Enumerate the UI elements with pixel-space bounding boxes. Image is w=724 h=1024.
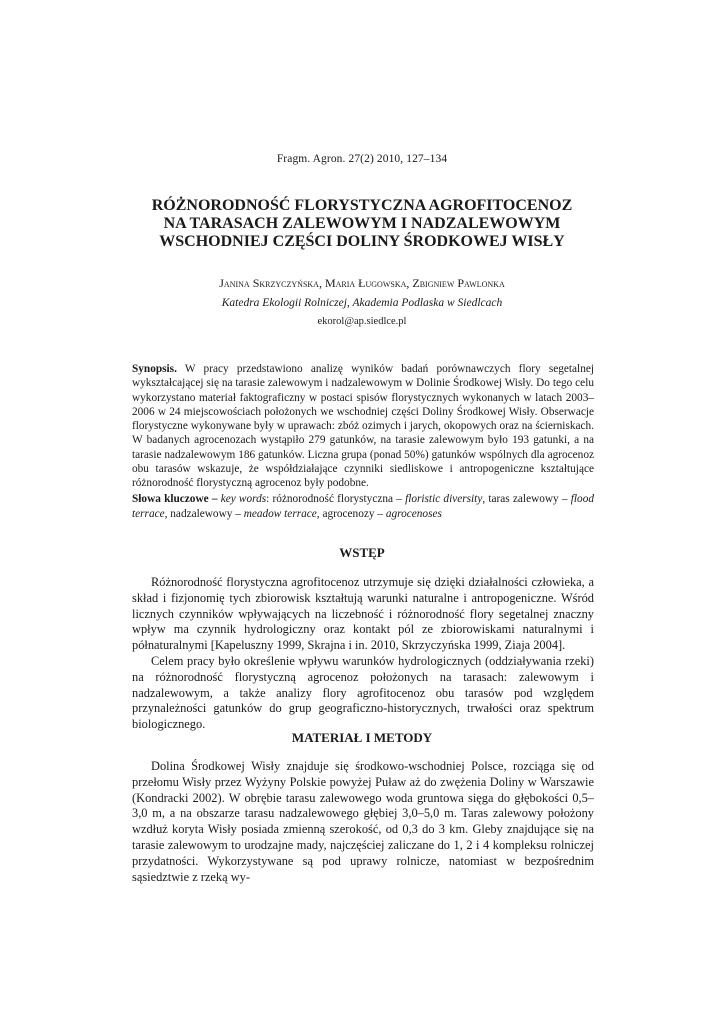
paragraph: Dolina Środkowej Wisły znajduje się środkowo-wschodniej Polsce, rozciąga się od przełomu Wisły przez Wyżyny Polskie powyżej Puław aż do zwężenia Doliny w Warszawie (Kondracki 2002). W obrębie tarasu zalewowego woda gruntowa sięga do głębokości 0,5–3,0 m, a na obszarze tarasu nadzalewowego głębiej 3,0–5,0 m. Taras zalewowy położony wzdłuż koryta Wisły posiada zmienną szerokość, od 0,3 do 3 km. Gleby znajdujące się na tarasie zalewowym to urodzajne mady, najczęściej zaliczane do 1, 2 i 4 kompleksu rolniczej przydatności. Wykorzystywane są pod uprawy rolnicze, natomiast w bezpośrednim sąsiedztwie z rzeką wy- bbox=[132, 759, 594, 884]
article-title bbox=[110, 197, 614, 251]
title-line-3: WSCHODNIEJ CZĘŚCI DOLINY ŚRODKOWEJ WISŁY bbox=[159, 233, 565, 250]
methods-body bbox=[132, 759, 594, 885]
keyword-en-3: meadow terrace bbox=[243, 507, 317, 520]
keyword-en-1: floristic diversity bbox=[405, 493, 483, 505]
section-heading-introduction: WSTĘP bbox=[339, 545, 385, 560]
keywords: Słowa kluczowe – key words: różnorodność florystyczna – floristic diversity, taras zalewowy – flood terrace, nadzalewowy – meadow terrace, agrocenozy – agrocenoses bbox=[132, 493, 594, 520]
journal-citation: Fragm. Agron. 27(2) 2010, 127–134 bbox=[276, 153, 448, 165]
introduction-body bbox=[132, 575, 594, 733]
keyword-en-2: flood terrace bbox=[132, 493, 594, 520]
abstract-text: W pracy przedstawiono analizę wyników badań porównawczych flory segetalnej wykształcającej się na tarasie zalewowym i nadzalewowym w Dolinie Środkowej Wisły. Do tego celu wykorzystano materiał faktograficzny w postaci spisów florystycznych wykonanych w latach 2003–2006 w 24 miejscowościach położonych we wschodniej części Doliny Środkowej Wisły. Obserwacje florystyczne wykonywane były w uprawach: zbóż ozimych i jarych, okopowych oraz na ścierniskach. W badanych agrocenozach wystąpiło 279 gatunków, na tarasie zalewowym było 193 gatunki, a na tarasie nadzalewowym 186 gatunków. Liczna grupa (ponad 50%) gatunków wspólnych dla agrocenoz obu tarasów wskazuje, że współdziałające czynniki siedliskowe i antropogeniczne kształtujące różnorodność florystyczną agrocenoz były podobne. bbox=[132, 363, 594, 490]
paragraph: Różnorodność florystyczna agrofitocenoz utrzymuje się dzięki działalności człowieka, a skład i fizjonomię tych zbiorowisk kształtują warunki naturalne i antropogeniczne. Wśród licznych czynników wpływających na liczebność i różnorodność flory segetalnej znaczny wpływ ma czynnik hydrologiczny oraz kontakt pól ze zbiorowiskami naturalnymi i półnaturalnymi [Kapeluszny 1999, Skrajna i in. 2010, Skrzyczyńska 1999, Ziaja 2004]. bbox=[132, 575, 594, 653]
section-heading-methods: MATERIAŁ I METODY bbox=[291, 730, 433, 745]
keyword-en-4: agrocenoses bbox=[385, 507, 442, 520]
keywords-label: Słowa kluczowe – bbox=[132, 493, 218, 505]
keywords-en-label: key words bbox=[220, 493, 267, 505]
abstract-label: Synopsis. bbox=[132, 363, 177, 375]
abstract bbox=[132, 362, 594, 491]
keyword-pl-4: agrocenozy – bbox=[322, 507, 383, 520]
paragraph: Celem pracy było określenie wpływu warunków hydrologicznych (oddziaływania rzeki) na różnorodność florystyczną agrocenoz położonych na tarasach: zalewowym i nadzalewowym, a także analizy flory agrofitocenoz obu tarasów pod względem przynależności gatunków do grup geograficzno-historycznych, trwałości oraz spektrum biologicznego. bbox=[132, 653, 594, 732]
keyword-pl-2: taras zalewowy – bbox=[488, 493, 568, 505]
keyword-pl-1: różnorodność florystyczna – bbox=[272, 493, 402, 505]
affiliation: Katedra Ekologii Rolniczej, Akademia Podlaska w Siedlcach bbox=[221, 297, 503, 309]
email: ekorol@ap.siedlce.pl bbox=[317, 316, 407, 327]
title-line-1: RÓŻNORODNOŚĆ FLORYSTYCZNA AGROFITOCENOZ bbox=[151, 197, 573, 214]
title-line-2: NA TARASACH ZALEWOWYM I NADZALEWOWYM bbox=[163, 215, 561, 232]
keyword-pl-3: nadzalewowy – bbox=[170, 507, 241, 520]
authors: Janina Skrzyczyńska, Maria Ługowska, Zbigniew Pawlonka bbox=[219, 276, 505, 290]
